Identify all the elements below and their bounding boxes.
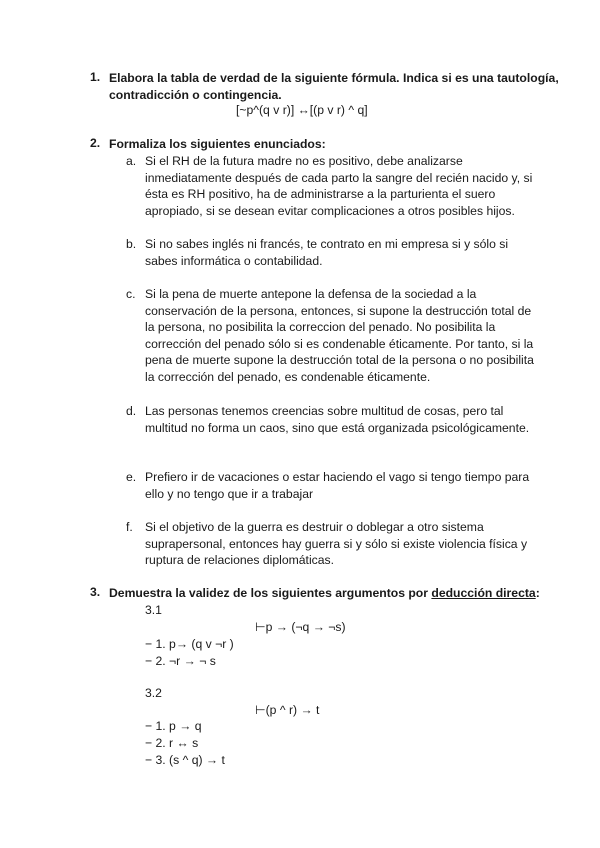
argument-3-2-premise-3: − 3. (s ^ q) → t bbox=[145, 753, 225, 767]
section-3-title-underlined: deducción directa bbox=[431, 586, 536, 600]
item-c-letter: c. bbox=[126, 287, 136, 301]
argument-3-1-premise-1: − 1. p→ (q v ¬r ) bbox=[145, 637, 234, 651]
section-1-title-line-1: Elabora la tabla de verdad de la siguiente fórmula. Indica si es una tautología, bbox=[109, 71, 559, 85]
section-3-title-prefix: Demuestra la validez de los siguientes argumentos por bbox=[109, 586, 432, 600]
argument-3-2-label: 3.2 bbox=[145, 686, 162, 700]
item-a-text: Si el RH de la futura madre no es positivo, debe analizarse inmediatamente después de cada parto la sangre del recién nacido y, si ésta es RH positivo, ha de administrarse a la parturienta el suero apropiado, si se desean evitar complicaciones a otros posibles hijos. bbox=[145, 154, 533, 218]
section-3-number: 3. bbox=[90, 585, 101, 599]
item-e-letter: e. bbox=[126, 470, 137, 484]
argument-3-2-conclusion: ⊢(p ^ r) → t bbox=[255, 703, 320, 717]
section-1-number: 1. bbox=[90, 70, 101, 84]
argument-3-2-premise-1: − 1. p → q bbox=[145, 719, 202, 733]
argument-3-1-conclusion: ⊢p → (¬q → ¬s) bbox=[255, 620, 346, 634]
item-d-text: Las personas tenemos creencias sobre multitud de cosas, pero tal multitud no forma un caos, sino que está organizada psicológicamente. bbox=[145, 404, 530, 435]
item-e-text: Prefiero ir de vacaciones o estar haciendo el vago si tengo tiempo para ello y no tengo que ir a trabajar bbox=[145, 470, 530, 501]
item-a-letter: a. bbox=[126, 154, 137, 168]
section-2-number: 2. bbox=[90, 136, 101, 150]
item-b-text: Si no sabes inglés ni francés, te contrato en mi empresa si y sólo si sabes informática o contabilidad. bbox=[145, 237, 509, 268]
item-f-text: Si el objetivo de la guerra es destruir o doblegar a otro sistema suprapersonal, entonces hay guerra si y sólo si existe violencia física y ruptura de relaciones diplomáticas. bbox=[145, 520, 528, 568]
item-d-letter: d. bbox=[126, 404, 137, 418]
item-c-text: Si la pena de muerte antepone la defensa de la sociedad a la conservación de la persona, entonces, si supone la destrucción total de la persona, no posibilita la correccion del penado. No posibilita la corrección del penado sólo si es condenable éticamente. Por tanto, si la pena de muerte supone la destrucción total de la persona o no posibilita la corrección del penado, es condenable éticamente. bbox=[145, 287, 534, 384]
argument-3-1-label: 3.1 bbox=[145, 603, 162, 617]
section-2-title: Formaliza los siguientes enunciados: bbox=[109, 137, 326, 151]
section-3-title-suffix: : bbox=[535, 586, 540, 600]
item-f-letter: f. bbox=[126, 520, 133, 534]
item-b-letter: b. bbox=[126, 237, 137, 251]
section-1-formula: [~p^(q v r)] ↔[(p v r) ^ q] bbox=[236, 103, 368, 117]
section-3-title bbox=[109, 585, 540, 602]
argument-3-1-premise-2: − 2. ¬r → ¬ s bbox=[145, 654, 216, 668]
argument-3-2-premise-2: − 2. r ↔ s bbox=[145, 736, 199, 750]
section-1-title-line-2: contradicción o contingencia. bbox=[109, 88, 282, 102]
